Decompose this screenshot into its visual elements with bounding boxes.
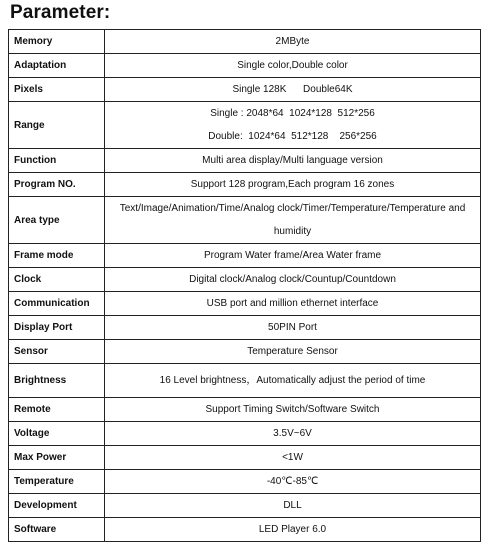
table-row [9, 173, 481, 197]
table-row [9, 340, 481, 364]
param-name: Clock [9, 268, 105, 292]
table-row [9, 244, 481, 268]
table-row [9, 364, 481, 398]
param-value: LED Player 6.0 [105, 518, 481, 542]
param-name: Development [9, 494, 105, 518]
param-value: Multi area display/Multi language version [105, 149, 481, 173]
table-row [9, 398, 481, 422]
param-value: Program Water frame/Area Water frame [105, 244, 481, 268]
param-name: Voltage [9, 422, 105, 446]
table-row [9, 292, 481, 316]
param-name: Range [9, 102, 105, 149]
param-name: Software [9, 518, 105, 542]
param-name: Adaptation [9, 54, 105, 78]
param-value-line: Single : 2048*64 1024*128 512*256 [210, 108, 375, 119]
param-name: Brightness [9, 364, 105, 398]
param-name: Temperature [9, 470, 105, 494]
param-value: Support Timing Switch/Software Switch [105, 398, 481, 422]
param-value-line: humidity [273, 226, 312, 237]
table-row [9, 422, 481, 446]
param-value: USB port and million ethernet interface [105, 292, 481, 316]
param-name: Program NO. [9, 173, 105, 197]
table-row [9, 518, 481, 542]
param-value: -40℃-85℃ [105, 470, 481, 494]
param-value: <1W [105, 446, 481, 470]
table-row [9, 54, 481, 78]
param-value-line: Double: 1024*64 512*128 256*256 [208, 131, 377, 142]
param-name: Frame mode [9, 244, 105, 268]
param-value: Temperature Sensor [105, 340, 481, 364]
param-name: Pixels [9, 78, 105, 102]
param-name: Max Power [9, 446, 105, 470]
param-value [105, 102, 481, 149]
param-name: Display Port [9, 316, 105, 340]
table-row [9, 268, 481, 292]
table-row [9, 494, 481, 518]
param-value: Single 128K Double64K [105, 78, 481, 102]
param-value: 2MByte [105, 30, 481, 54]
param-name: Memory [9, 30, 105, 54]
param-value: 50PIN Port [105, 316, 481, 340]
param-value-line: Text/Image/Animation/Time/Analog clock/Timer/Temperature/Temperature and [119, 203, 466, 214]
param-value: 16 Level brightness，Automatically adjust the period of time [105, 364, 481, 398]
table-row [9, 446, 481, 470]
param-name: Function [9, 149, 105, 173]
param-name: Communication [9, 292, 105, 316]
table-row [9, 197, 481, 244]
table-row [9, 470, 481, 494]
table-row [9, 78, 481, 102]
param-value: Support 128 program,Each program 16 zones [105, 173, 481, 197]
param-name: Area type [9, 197, 105, 244]
table-row [9, 316, 481, 340]
param-name: Sensor [9, 340, 105, 364]
param-value [105, 197, 481, 244]
parameter-table [8, 29, 481, 542]
param-name: Remote [9, 398, 105, 422]
table-row [9, 102, 481, 149]
page-title: Parameter: [10, 2, 111, 23]
param-value: Single color,Double color [105, 54, 481, 78]
param-value: Digital clock/Analog clock/Countup/Countdown [105, 268, 481, 292]
param-value: 3.5V~6V [105, 422, 481, 446]
table-row [9, 149, 481, 173]
table-row [9, 30, 481, 54]
param-value: DLL [105, 494, 481, 518]
